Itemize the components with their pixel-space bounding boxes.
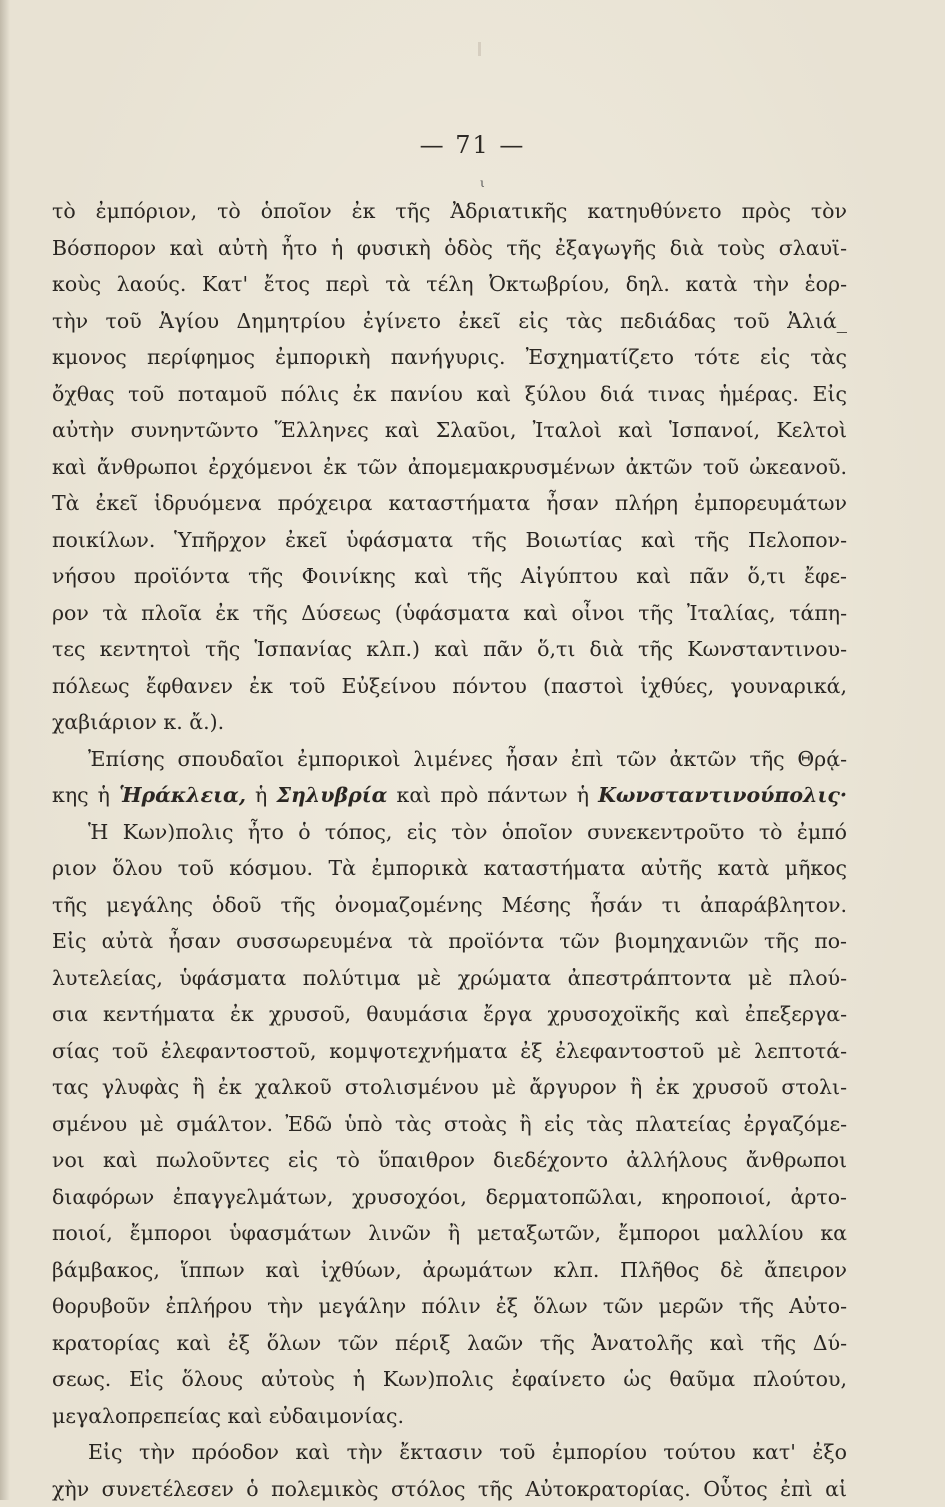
text-line: διαφόρων ἐπαγγελμάτων, χρυσοχόοι, δερματοπῶλαι, κηροποιοί, ἀρτο-: [52, 1179, 847, 1216]
text-line: Βόσπορον καὶ αὐτὴ ἦτο ἡ φυσικὴ ὁδὸς τῆς ἐξαγωγῆς διὰ τοὺς σλαυϊ-: [52, 230, 847, 267]
emphasized-place-name: Κωνσταντινούπολις·: [598, 783, 847, 807]
text-line: Ἡ Κων)πολις ἦτο ὁ τόπος, εἰς τὸν ὁποῖον συνεκεντροῦτο τὸ ἐμπό: [52, 814, 847, 851]
text-line: Ἐπίσης σπουδαῖοι ἐμπορικοὶ λιμένες ἦσαν ἐπὶ τῶν ἀκτῶν τῆς Θρᾴ-: [52, 741, 847, 778]
text-line: κρατορίας καὶ ἐξ ὅλων τῶν πέριξ λαῶν τῆς Ἀνατολῆς καὶ τῆς Δύ-: [52, 1325, 847, 1362]
text-line: ποιοί, ἔμποροι ὑφασμάτων λινῶν ἢ μεταξωτῶν, ἔμποροι μαλλίου κα: [52, 1215, 847, 1252]
paragraph: [52, 193, 847, 741]
text-line: αὐτὴν συνηντῶντο Ἕλληνες καὶ Σλαῦοι, Ἰταλοὶ καὶ Ἱσπανοί, Κελτοὶ: [52, 412, 847, 449]
paper-mark: [478, 42, 481, 56]
text-line: καὶ ἄνθρωποι ἐρχόμενοι ἐκ τῶν ἀπομεμακρυσμένων ἀκτῶν τοῦ ὠκεανοῦ.: [52, 449, 847, 486]
text-span: ἡ: [246, 783, 277, 807]
text-line: σια κεντήματα ἐκ χρυσοῦ, θαυμάσια ἔργα χρυσοχοϊκῆς καὶ ἐπεξεργα-: [52, 996, 847, 1033]
text-line: Εἰς αὐτὰ ἦσαν συσσωρευμένα τὰ προϊόντα τῶν βιομηχανιῶν τῆς πο-: [52, 923, 847, 960]
stray-ink-mark: ι: [480, 176, 485, 190]
text-line: θορυβοῦν ἐπλήρου τὴν μεγάλην πόλιν ἐξ ὅλων τῶν μερῶν τῆς Αὐτο-: [52, 1288, 847, 1325]
text-line: ὄχθας τοῦ ποταμοῦ πόλις ἐκ πανίου καὶ ξύλου διά τινας ἡμέρας. Εἰς: [52, 376, 847, 413]
page-edge-shadow: [0, 0, 10, 1500]
text-line: [52, 777, 847, 814]
text-line: τῆς μεγάλης ὁδοῦ τῆς ὀνομαζομένης Μέσης ἦσάν τι ἀπαράβλητον.: [52, 887, 847, 924]
text-line: Εἰς τὴν πρόοδον καὶ τὴν ἔκτασιν τοῦ ἐμπορίου τούτου κατ' ἐξο: [52, 1434, 847, 1471]
paragraph: [52, 1434, 847, 1507]
text-line: τας γλυφὰς ἢ ἐκ χαλκοῦ στολισμένου μὲ ἄργυρον ἢ ἐκ χρυσοῦ στολι-: [52, 1069, 847, 1106]
text-line: κμονος περίφημος ἐμπορικὴ πανήγυρις. Ἐσχηματίζετο τότε εἰς τὰς: [52, 339, 847, 376]
text-line: Τὰ ἐκεῖ ἱδρυόμενα πρόχειρα καταστήματα ἦσαν πλήρη ἐμπορευμάτων: [52, 485, 847, 522]
text-line: μεγαλοπρεπείας καὶ εὐδαιμονίας.: [52, 1398, 847, 1435]
emphasized-place-name: Ἡράκλεια,: [119, 783, 246, 807]
paragraph: [52, 741, 847, 814]
text-line: σίας τοῦ ἐλεφαντοστοῦ, κομψοτεχνήματα ἐξ ἐλεφαντοστοῦ μὲ λεπτοτά-: [52, 1033, 847, 1070]
text-line: κοὺς λαούς. Κατ' ἔτος περὶ τὰ τέλη Ὀκτωβρίου, δηλ. κατὰ τὴν ἑορ-: [52, 266, 847, 303]
text-line: χὴν συνετέλεσεν ὁ πολεμικὸς στόλος τῆς Αὐτοκρατορίας. Οὗτος ἐπὶ αἱ: [52, 1471, 847, 1507]
text-line: σμένου μὲ σμάλτον. Ἐδῶ ὑπὸ τὰς στοὰς ἢ εἰς τὰς πλατείας ἐργαζόμε-: [52, 1106, 847, 1143]
text-line: βάμβακος, ἵππων καὶ ἰχθύων, ἀρωμάτων κλπ. Πλῆθος δὲ ἄπειρον: [52, 1252, 847, 1289]
text-line: νοι καὶ πωλοῦντες εἰς τὸ ὕπαιθρον διεδέχοντο ἀλλήλους ἄνθρωποι: [52, 1142, 847, 1179]
text-line: ποικίλων. Ὑπῆρχον ἐκεῖ ὑφάσματα τῆς Βοιωτίας καὶ τῆς Πελοπον-: [52, 522, 847, 559]
text-line: τὴν τοῦ Ἁγίου Δημητρίου ἐγίνετο ἐκεῖ εἰς τὰς πεδιάδας τοῦ Ἁλιά_: [52, 303, 847, 340]
text-line: λυτελείας, ὑφάσματα πολύτιμα μὲ χρώματα ἀπεστράπτοντα μὲ πλού-: [52, 960, 847, 997]
text-line: νήσου προϊόντα τῆς Φοινίκης καὶ τῆς Αἰγύπτου καὶ πᾶν ὅ,τι ἔφε-: [52, 558, 847, 595]
text-line: πόλεως ἔφθανεν ἐκ τοῦ Εὐξείνου πόντου (παστοὶ ἰχθύες, γουναρικά,: [52, 668, 847, 705]
body-text: [52, 193, 847, 1507]
text-line: τὸ ἐμπόριον, τὸ ὁποῖον ἐκ τῆς Ἀδριατικῆς κατηυθύνετο πρὸς τὸν: [52, 193, 847, 230]
text-span: καὶ πρὸ πάντων ἡ: [387, 783, 598, 807]
text-line: σεως. Εἰς ὅλους αὐτοὺς ἡ Κων)πολις ἐφαίνετο ὡς θαῦμα πλούτου,: [52, 1361, 847, 1398]
page-number: — 71 —: [0, 131, 945, 159]
text-line: χαβιάριον κ. ἄ.).: [52, 704, 847, 741]
text-line: ρον τὰ πλοῖα ἐκ τῆς Δύσεως (ὑφάσματα καὶ οἶνοι τῆς Ἰταλίας, τάπη-: [52, 595, 847, 632]
emphasized-place-name: Σηλυβρία: [276, 783, 387, 807]
paragraph: [52, 814, 847, 1435]
text-span: κης ἡ: [52, 783, 119, 807]
text-line: τες κεντητοὶ τῆς Ἱσπανίας κλπ.) καὶ πᾶν ὅ,τι διὰ τῆς Κωνσταντινου-: [52, 631, 847, 668]
text-line: ριον ὅλου τοῦ κόσμου. Τὰ ἐμπορικὰ καταστήματα αὐτῆς κατὰ μῆκος: [52, 850, 847, 887]
